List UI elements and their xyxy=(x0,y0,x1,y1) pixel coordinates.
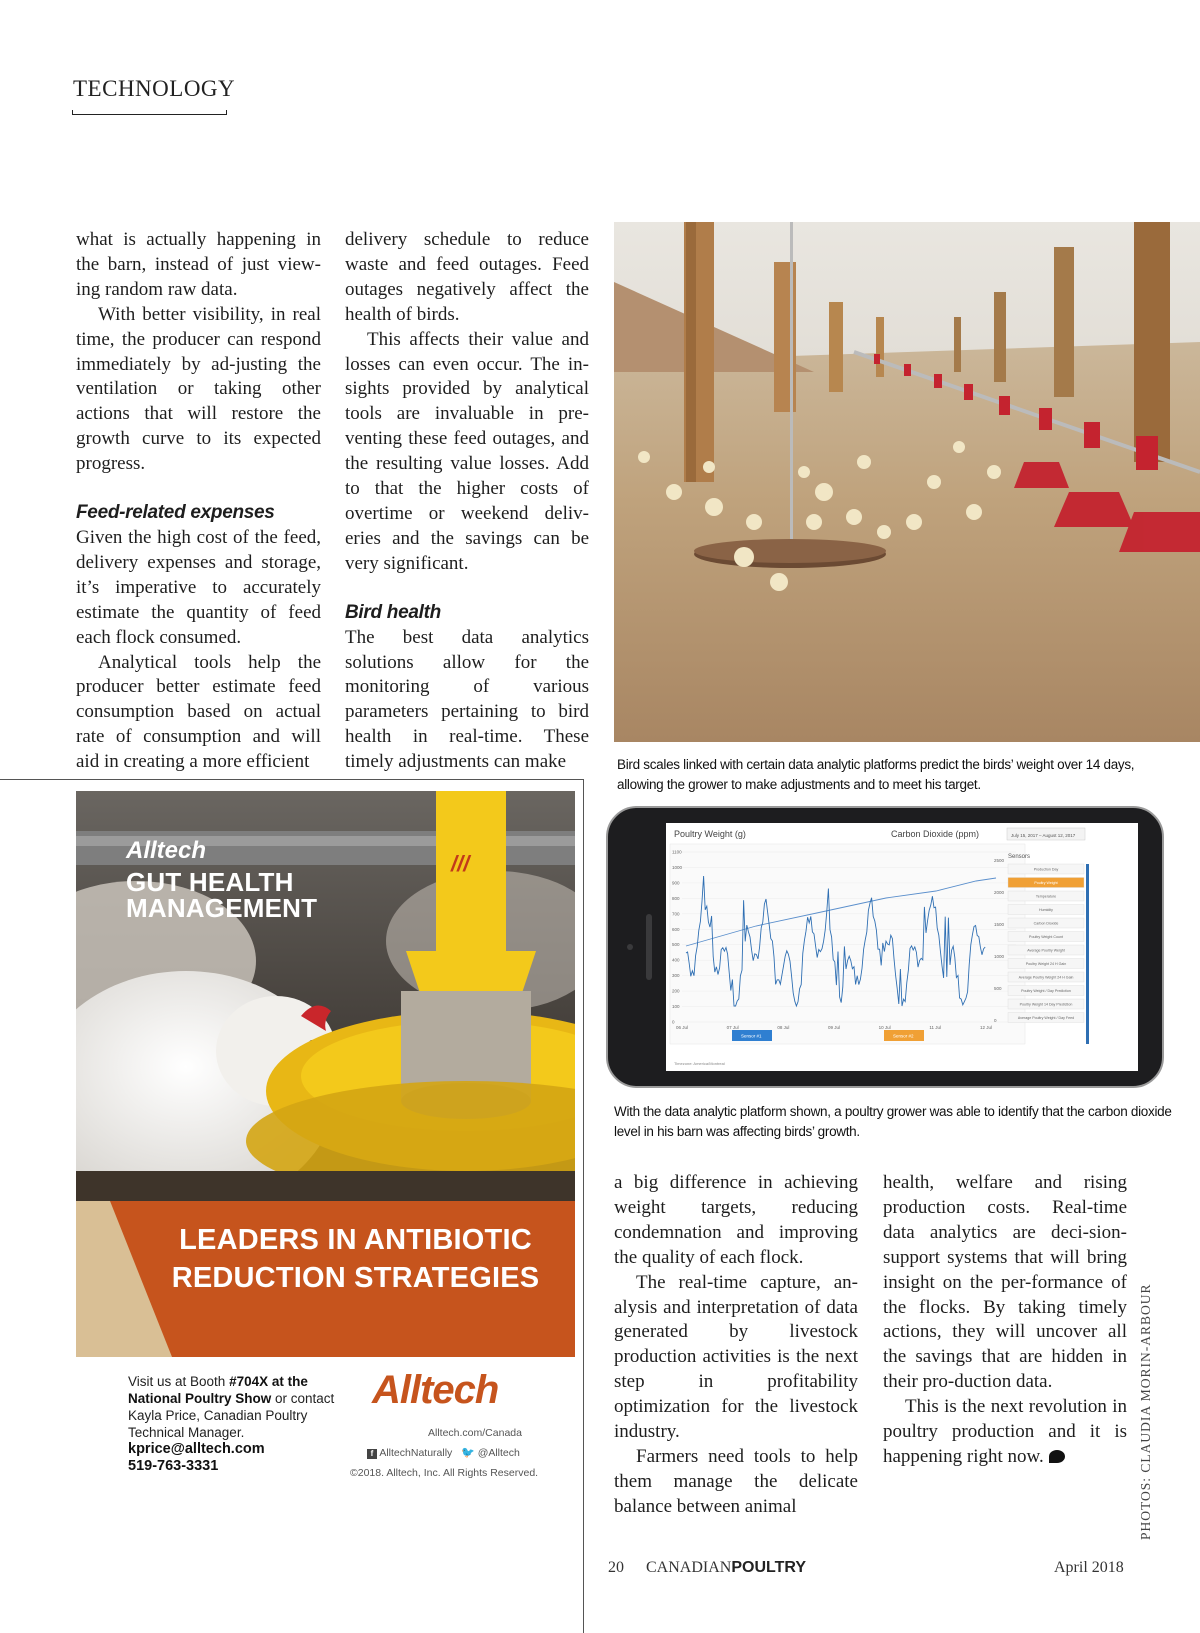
x-tick-label: 11 Jul xyxy=(929,1025,942,1030)
paragraph: This is the next revolution in poultry production and it is happening right now. xyxy=(883,1396,1127,1467)
paragraph: delivery schedule to reduce waste and feed outages. Feed outages negatively affect the health of birds. xyxy=(345,229,589,325)
paragraph: a big difference in achieving weight targets, reducing condemnation and improving the quality of each flock. xyxy=(614,1172,858,1268)
date-range-label: July 15, 2017 – August 12, 2017 xyxy=(1011,833,1076,838)
ad-border-right xyxy=(583,779,584,1633)
end-mark-icon xyxy=(1049,1450,1065,1463)
sensor-item-label: Poultry Weight xyxy=(1034,881,1058,885)
ad-email-link[interactable]: kprice@alltech.com xyxy=(128,1441,265,1457)
ad-website-link[interactable]: Alltech.com/Canada xyxy=(428,1427,522,1439)
ad-border-top xyxy=(0,779,583,780)
ad-banner xyxy=(76,1201,575,1357)
ad-photo xyxy=(76,791,575,1201)
sensor-item-label: Poultry Weight 14 Day Prediction xyxy=(1019,1002,1073,1007)
paragraph: The real-time capture, an-alysis and interpretation of data generated by livestock production activities is the next step in profitability optimization for the livestock industry. xyxy=(614,1271,858,1443)
paragraph: what is actually happening in the barn, instead of just view-ing random raw data. xyxy=(76,229,321,300)
y-left-tick-label: 400 xyxy=(672,957,680,963)
paragraph: health, welfare and rising production costs. Real-time data analytics are deci-sion-support systems that will bring insight on the per-formance of the flocks. By taking timely actions, they will uncover all the savings that are hidden in their pro-duction data. xyxy=(883,1172,1127,1393)
twitter-icon: 🐦 xyxy=(461,1447,475,1459)
sensor-item-label: Average Poultry Weight 24 H Gain xyxy=(1018,975,1074,980)
chart-left-title: Poultry Weight (g) xyxy=(674,829,746,839)
ad-booth: #704X at the National Poultry Show xyxy=(128,1374,308,1406)
sensor-item-label: Average Poultry Weight xyxy=(1027,948,1065,953)
ad-logo xyxy=(372,1368,498,1412)
subheading-feed: Feed-related expenses xyxy=(76,502,275,524)
ad-banner-line-1: LEADERS IN ANTIBIOTIC xyxy=(179,1224,532,1256)
sensor-item-label: Temperature xyxy=(1035,894,1057,899)
y-left-tick-label: 600 xyxy=(672,926,680,932)
chart-right-title: Carbon Dioxide (ppm) xyxy=(891,829,980,839)
ad-headline-2: MANAGEMENT xyxy=(126,893,318,923)
y-right-tick-label: 0 xyxy=(994,1018,997,1023)
barn-photo xyxy=(614,222,1200,742)
article-column-4 xyxy=(883,1171,1127,1470)
y-right-tick-label: 2500 xyxy=(994,858,1005,863)
timezone-label: Timezone: America/Montreal xyxy=(674,1061,725,1066)
paragraph: Analytical tools help the producer better estimate feed consumption based on actual rate of consumption and will aid in creating a more efficient xyxy=(76,651,321,773)
x-tick-label: 07 Jul xyxy=(726,1025,739,1030)
paragraph: Farmers need tools to help them manage the delicate balance between animal xyxy=(614,1445,858,1517)
article-column-3 xyxy=(614,1171,858,1520)
article-column-2 xyxy=(345,228,589,775)
section-rule xyxy=(72,114,227,115)
y-left-tick-label: 300 xyxy=(672,973,680,979)
y-right-tick-label: 1000 xyxy=(994,954,1005,959)
photo-caption-phone: With the data analytic platform shown, a poultry grower was able to identify that the carbon dioxide level in his barn was affecting birds’ growth. xyxy=(614,1104,1172,1139)
sensors-title: Sensors xyxy=(1008,854,1031,860)
subheading-bird-health: Bird health xyxy=(345,601,441,623)
x-tick-label: 12 Jul xyxy=(980,1025,993,1030)
y-right-tick-label: 1500 xyxy=(994,922,1005,927)
ad-social xyxy=(367,1446,520,1459)
section-label: TECHNOLOGY xyxy=(73,76,236,101)
sensor-item-label: Poultry Weight 24 H Gain xyxy=(1025,962,1067,966)
legend-sensor-2-label: Sensor #2 xyxy=(893,1033,914,1039)
y-left-tick-label: 900 xyxy=(672,880,680,886)
ad-facebook-link[interactable]: AlltechNaturally xyxy=(379,1447,453,1459)
ad-banner-line-2: REDUCTION STRATEGIES xyxy=(171,1262,540,1294)
y-left-tick-label: 1000 xyxy=(672,864,683,870)
sensor-item-label: Carbon Dioxide xyxy=(1033,921,1059,926)
paragraph: With better visibility, in real time, the producer can respond immediately by ad-justing the ventilation or taking other actions that will restore the growth curve to its expected progress. xyxy=(76,303,321,475)
svg-text:///: /// xyxy=(451,851,470,876)
magazine-name-bold: POULTRY xyxy=(731,1559,806,1576)
paragraph: The best data analytics solutions allow for the monitoring of various parameters pertaining to bird health in real-time. These timely adjustments can make xyxy=(345,626,589,773)
ad-contact-block xyxy=(128,1373,338,1475)
page-number: 20 xyxy=(608,1559,624,1576)
photo-credit: PHOTOS: CLAUDIA MORIN-ARBOUR xyxy=(1138,1283,1153,1540)
paragraph: Given the high cost of the feed, delivery expenses and storage, it’s imperative to accurately estimate the quantity of feed each flock consumed. xyxy=(76,526,321,648)
magazine-name-light: CANADIAN xyxy=(646,1559,732,1576)
y-left-tick-label: 100 xyxy=(672,1004,680,1010)
y-left-tick-label: 200 xyxy=(672,988,680,994)
sensor-item-label: Production Day xyxy=(1033,867,1059,872)
paragraph: This affects their value and losses can even occur. The in-sights provided by analytical tools are invaluable in pre-venting these feed outages, and the resulting value losses. Add to that the higher costs of overtime or weekend deliv-eries and the savings can be very significant. xyxy=(345,328,589,574)
y-left-tick-label: 700 xyxy=(672,911,680,917)
ad-brand-small: Alltech xyxy=(126,837,207,864)
y-left-tick-label: 500 xyxy=(672,942,680,948)
sensor-item-label: Average Poultry Weight / Day Feed xyxy=(1017,1016,1075,1020)
y-left-tick-label: 800 xyxy=(672,895,680,901)
sensor-item-label: Poultry Weight / Day Prediction xyxy=(1021,989,1071,993)
x-tick-label: 06 Jul xyxy=(676,1025,689,1030)
x-tick-label: 08 Jul xyxy=(777,1025,790,1030)
phone-dashboard-image xyxy=(606,806,1164,1088)
ad-logo-wordmark: Alltech xyxy=(372,1368,499,1412)
ad-twitter-link[interactable]: @Alltech xyxy=(477,1447,520,1459)
y-right-tick-label: 500 xyxy=(994,986,1002,991)
ad-phone: 519-763-3331 xyxy=(128,1458,219,1474)
article-column-1 xyxy=(76,228,321,775)
facebook-icon: f xyxy=(367,1449,377,1459)
photo-caption-barn: Bird scales linked with certain data analytic platforms predict the birds’ weight over 14 days, allowing the grower to make adjustments and to meet his target. xyxy=(617,757,1135,792)
sensor-item-label: Poultry Weight Count xyxy=(1029,935,1063,939)
legend-sensor-1-label: Sensor #1 xyxy=(741,1033,762,1039)
ad-copyright: ©2018. Alltech, Inc. All Rights Reserved. xyxy=(350,1467,539,1479)
ad-headline-1: GUT HEALTH xyxy=(126,867,294,897)
magazine-name xyxy=(646,1559,806,1577)
ad-contact-mid: or contact Kayla Price, Canadian Poultry Technical Manager. xyxy=(128,1391,335,1440)
ad-contact-pre: Visit us at Booth xyxy=(128,1374,230,1389)
y-right-tick-label: 2000 xyxy=(994,890,1005,895)
x-tick-label: 10 Jul xyxy=(878,1025,891,1030)
issue-date: April 2018 xyxy=(1054,1559,1124,1576)
sensor-item-label: Humidity xyxy=(1039,908,1053,912)
x-tick-label: 09 Jul xyxy=(828,1025,841,1030)
y-left-tick-label: 1100 xyxy=(672,849,682,855)
y-left-tick-label: 0 xyxy=(672,1019,675,1025)
